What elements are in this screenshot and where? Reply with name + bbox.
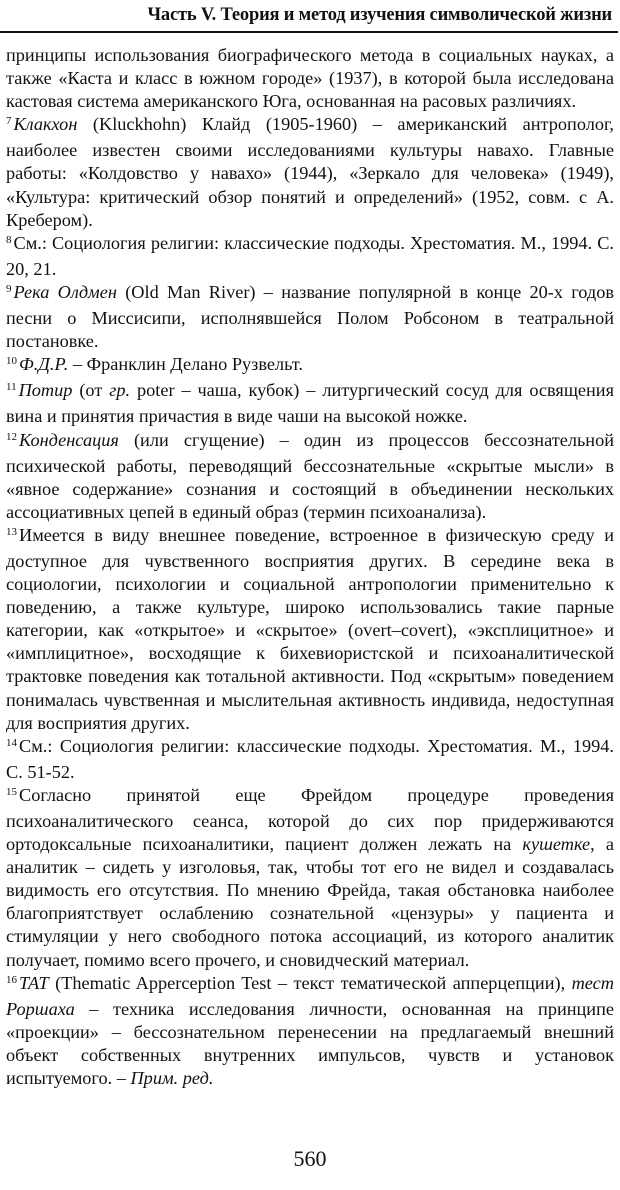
- footnote: [6, 429, 614, 524]
- footnote-number: 10: [6, 355, 17, 368]
- footnote-segment: (от: [72, 380, 110, 401]
- footnote-text: [6, 784, 614, 972]
- footnote: [6, 44, 614, 113]
- footnote-text: [6, 232, 614, 281]
- footnote-segment: – Франклин Делано Рузвельт.: [68, 354, 303, 375]
- footnote-italic-segment: Потир: [18, 380, 73, 401]
- footnote-segment: Имеется в виду внешнее поведение, встроенное в физическую среду и доступное для чувственного восприятия других. В середине века в социологии, психологии и социальной антропологии применительно к поведению, а также культуре, широко использовались такие парные категории, как «открытое» и «скрытое» (overt–covert), «эксплицитное» и «имплицитное», восходящие к бихевиористской и психоаналитической трактовке поведения как тотальной активности. Под «скрытым» поведением понималась чувственная и мыслительная активность индивида, недоступная для восприятия других.: [6, 524, 614, 733]
- footnote-number: 9: [6, 282, 12, 295]
- footnote-number: 15: [6, 785, 17, 798]
- footnote-segment: (или сгущение) – один из процессов бессознательной психической работы, переводящий бессознательные «скрытые мысли» в «явное содержание» сознания и состоящий в объединении нескольких ассоциативных цепей в единый образ (термин психоанализа).: [6, 429, 614, 522]
- running-head: [0, 2, 620, 32]
- footnote-italic-segment: Конденсация: [19, 429, 119, 450]
- footnote: [6, 524, 614, 735]
- running-title: Часть V. Теория и метод изучения символической жизни: [147, 5, 612, 25]
- footnote-text: [6, 113, 614, 231]
- footnote: [6, 379, 614, 428]
- footnote-number: 11: [6, 381, 17, 394]
- footnote: [6, 113, 614, 231]
- footnote-text: [6, 429, 614, 524]
- footnote: [6, 232, 614, 281]
- footnote-italic-segment: тест Роршаха: [6, 972, 614, 1019]
- footnote-segment: – техника исследования личности, основанная на принципе «проекции» – бессознательном перенесении на предлагаемый внешний объект собственных внутренних импульсов, чувств и установок испытуемого. –: [6, 998, 614, 1089]
- header-rule: [0, 31, 618, 33]
- footnote-segment: (Kluckhohn) Клайд (1905-1960) – американский антрополог, наиболее известен своими исследованиями культуры навахо. Главные работы: «Колдовство у навахо» (1944), «Зеркало для человека» (1949), «Культура: критический обзор понятий и определений» (1952, совм. с А. Кребером).: [6, 114, 614, 230]
- footnote-italic-segment: Прим. ред.: [130, 1068, 214, 1089]
- footnote-number: 14: [6, 736, 17, 749]
- footnote-text: [6, 972, 614, 1090]
- footnote-text: [6, 735, 614, 784]
- footnotes-list: [6, 44, 614, 1090]
- footnote-italic-segment: Клакхон: [13, 114, 78, 135]
- footnote-italic-segment: кушетке: [522, 834, 591, 855]
- footnote: [6, 972, 614, 1090]
- footnote-segment: принципы использования биографического метода в социальных науках, а также «Каста и класс в южном городе» (1937), в которой была исследована кастовая система американского Юга, основанная на расовых различиях.: [6, 45, 614, 112]
- footnote-segment: Согласно принятой еще Фрейдом процедуре проведения психоаналитического сеанса, которой до сих пор придерживаются ортодоксальные психоаналитики, пациент должен лежать на: [6, 784, 614, 855]
- footnote-italic-segment: гр.: [109, 380, 131, 401]
- footnote: [6, 735, 614, 784]
- footnote-italic-segment: Ф.Д.Р.: [19, 354, 69, 375]
- page-number: 560: [293, 1146, 327, 1171]
- footnote-segment: (Thematic Apperception Test – текст тематической апперцепции),: [48, 972, 572, 993]
- footnote-number: 7: [6, 115, 12, 128]
- footnote-text: [6, 379, 614, 428]
- footnote-text: [6, 44, 614, 113]
- footnote: [6, 353, 614, 379]
- footnote-segment: См.: Социология религии: классические подходы. Хрестоматия. М., 1994. С. 20, 21.: [6, 232, 614, 279]
- footnote-italic-segment: ТАТ: [19, 972, 49, 993]
- footnote-italic-segment: Река Олдмен: [13, 281, 117, 302]
- footnote-number: 12: [6, 430, 17, 443]
- footnote-number: 8: [6, 233, 12, 246]
- footnote-segment: poter – чаша, кубок) – литургический сосуд для освящения вина и принятия причастия в виде чаши на высокой ножке.: [6, 380, 614, 427]
- footnote-number: 16: [6, 973, 17, 986]
- footnote-number: 13: [6, 525, 17, 538]
- footnote-text: [6, 353, 614, 379]
- footnote: [6, 281, 614, 353]
- footnote-segment: , а аналитик – сидеть у изголовья, так, чтобы тот его не видел и создавалась видимость его отсутствия. По мнению Фрейда, такая обстановка наиболее благоприятствует ослаблению сознательной «цензуры» у пациента и стимуляции у него свободного потока ассоциаций, из которого аналитик получает, помимо всего прочего, и сновидческий материал.: [6, 834, 614, 970]
- footnote-segment: (Old Man River) – название популярной в конце 20-х годов песни о Миссисипи, исполнявшейся Полом Робсоном в театральной постановке.: [6, 281, 614, 352]
- footnote: [6, 784, 614, 972]
- footnote-text: [6, 524, 614, 735]
- footnote-text: [6, 281, 614, 353]
- footnote-segment: См.: Социология религии: классические подходы. Хрестоматия. М., 1994. С. 51-52.: [6, 735, 614, 782]
